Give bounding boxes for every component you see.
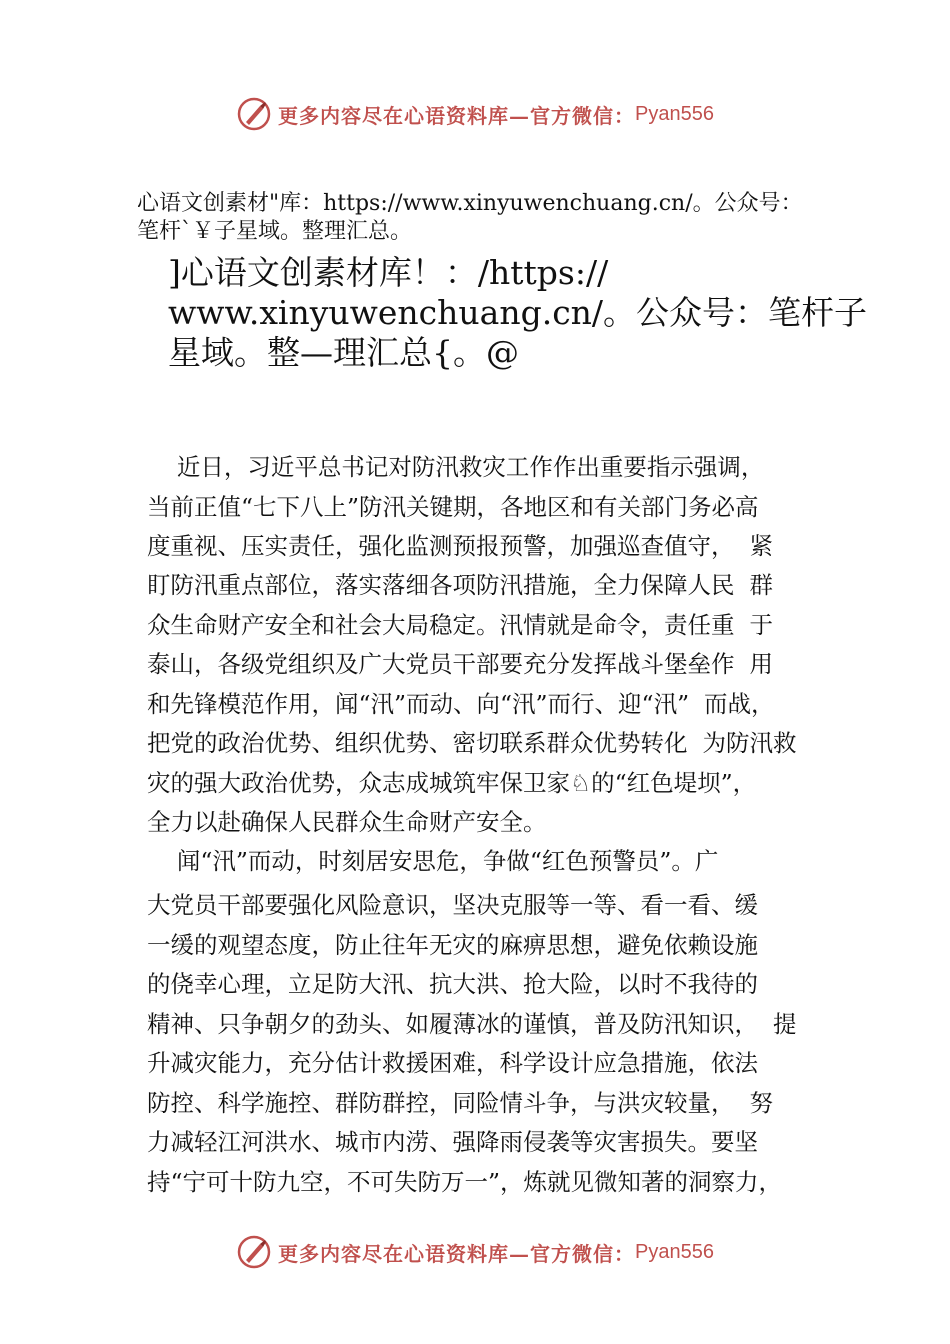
body-line: 一缓的观望态度，防止往年无灾的麻痹思想，避免依赖设施 xyxy=(147,931,758,959)
body-line: 和先锋模范作用，闻“汛”而动、向“汛”而行、迎“汛” 而战， xyxy=(147,690,775,718)
body-line: 把党的政治优势、组织优势、密切联系群众优势转化 为防汛救 xyxy=(147,729,797,757)
header-text-line-2: 笔杆`￥子星域。整理汇总。 xyxy=(137,219,413,244)
heading-line-2: www.xinyuwenchuang.cn/。公众号：笔杆子 xyxy=(168,293,868,332)
heading-line-1: ]心语文创素材库！：/https:// xyxy=(168,253,609,292)
pen-logo-icon xyxy=(236,96,272,132)
heading-line-3: 星域。整—理汇总{。@ xyxy=(168,333,519,372)
body-line: 精神、只争朝夕的劲头、如履薄冰的谨慎，普及防汛知识， 提 xyxy=(147,1010,797,1038)
body-line: 众生命财产安全和社会大局稳定。汛情就是命令，责任重 于 xyxy=(147,611,773,639)
body-line: 大党员干部要强化风险意识，坚决克服等一等、看一看、缓 xyxy=(147,891,758,919)
banner-slogan: 更多内容尽在心语资料库—官方微信： xyxy=(278,1241,636,1266)
body-line: 泰山，各级党组织及广大党员干部要充分发挥战斗堡垒作 用 xyxy=(147,650,773,678)
body-line: 近日，习近平总书记对防汛救灾工作作出重要指示强调， xyxy=(147,453,765,481)
header-text-line-1: 心语文创素材"库：https://www.xinyuwenchuang.cn/。公众号： xyxy=(137,191,803,216)
banner-slogan: 更多内容尽在心语资料库—官方微信： xyxy=(278,103,636,128)
footer-banner xyxy=(0,1232,950,1272)
banner-wechat-id: Pyan556 xyxy=(635,102,714,125)
body-line: 盯防汛重点部位，落实落细各项防汛措施，全力保障人民 群 xyxy=(147,571,773,599)
body-line: 升减灾能力，充分估计救援困难，科学设计应急措施，依法 xyxy=(147,1049,758,1077)
body-line: 防控、科学施控、群防群控，同险情斗争，与洪灾较量， 努 xyxy=(147,1089,773,1117)
pen-logo-icon xyxy=(236,1234,272,1270)
body-line: 当前正值“七下八上”防汛关键期，各地区和有关部门务必高 xyxy=(147,493,759,521)
body-line: 全力以赴确保人民群众生命财产安全。 xyxy=(147,808,547,836)
body-line: 度重视、压实责任，强化监测预报预警，加强巡查值守， 紧 xyxy=(147,532,773,560)
body-line: 持“宁可十防九空，不可失防万一”，炼就见微知著的洞察力， xyxy=(147,1168,783,1196)
banner-wechat-id: Pyan556 xyxy=(635,1240,714,1263)
body-line: 的侥幸心理，立足防大汛、抗大洪、抢大险，以时不我待的 xyxy=(147,970,758,998)
body-line: 灾的强大政治优势，众志成城筑牢保卫家♘的“红色堤坝”， xyxy=(147,769,757,797)
body-line: 闻“汛”而动，时刻居安思危，争做“红色预警员”。广 xyxy=(147,847,719,875)
header-banner xyxy=(0,94,950,134)
body-line: 力减轻江河洪水、城市内涝、强降雨侵袭等灾害损失。要坚 xyxy=(147,1128,758,1156)
